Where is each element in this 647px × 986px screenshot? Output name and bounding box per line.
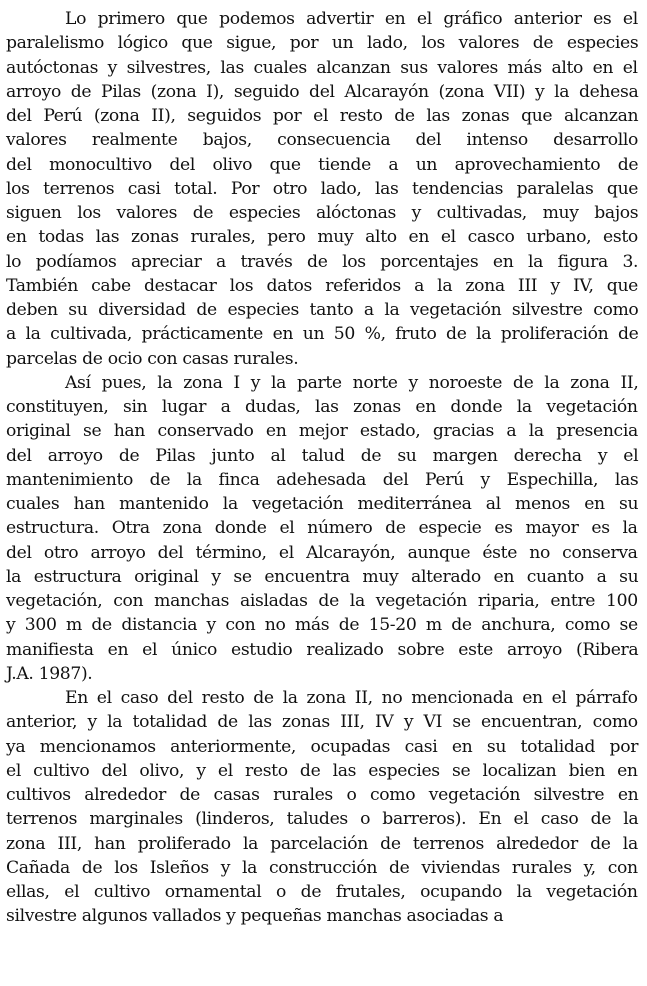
text-line: estructura. Otra zona donde el número de especie es mayor es la	[6, 518, 638, 539]
text-line: autóctonas y silvestres, las cuales alcanzan sus valores más alto en el	[6, 57, 638, 78]
text-line: Lo primero que podemos advertir en el gráfico anterior es el	[65, 9, 638, 29]
text-line: en todas las zonas rurales, pero muy alto en el casco urbano, esto	[6, 227, 638, 248]
text-line: ya mencionamos anteriormente, ocupadas casi en su totalidad por	[6, 736, 639, 757]
text-line: deben su diversidad de especies tanto a la vegetación silvestre como	[6, 300, 639, 320]
text-line: terrenos marginales (linderos, taludes o barreros). En el caso de la	[6, 809, 639, 830]
text-line: original se han conservado en mejor estado, gracias a la presencia	[6, 421, 638, 442]
paragraph-3	[6, 686, 638, 929]
text-line: ellas, el cultivo ornamental o de frutales, ocupando la vegetación	[6, 882, 638, 902]
text-line: constituyen, sin lugar a dudas, las zonas en donde la vegetación	[6, 397, 638, 417]
text-line: zona III, han proliferado la parcelación de terrenos alrededor de la	[6, 833, 638, 854]
text-line: a la cultivada, prácticamente en un 50 %, fruto de la proliferación de	[6, 324, 639, 345]
text-line: valores realmente bajos, consecuencia del intenso desarrollo	[6, 130, 639, 151]
text-line: manifiesta en el único estudio realizado sobre este arroyo (Ribera	[6, 639, 639, 660]
text-line: la estructura original y se encuentra muy alterado en cuanto a su	[6, 566, 639, 587]
text-line: En el caso del resto de la zona II, no mencionada en el párrafo	[65, 688, 638, 708]
text-line: cuales han mantenido la vegetación mediterránea al menos en su	[6, 494, 639, 514]
text-line: siguen los valores de especies alóctonas y cultivadas, muy bajos	[6, 203, 639, 223]
text-line: vegetación, con manchas aisladas de la vegetación riparia, entre 100	[6, 591, 638, 611]
paragraph-2	[6, 371, 638, 686]
paragraph-1	[6, 7, 638, 371]
document-page	[6, 7, 638, 929]
text-line: el cultivo del olivo, y el resto de las especies se localizan bien en	[6, 760, 638, 781]
text-line: También cabe destacar los datos referidos a la zona III y IV, que	[6, 275, 638, 296]
text-line: anterior, y la totalidad de las zonas III, IV y VI se encuentran, como	[6, 712, 638, 733]
text-line: del monocultivo del olivo que tiende a un aprovechamiento de	[6, 154, 639, 175]
text-line: del Perú (zona II), seguidos por el resto de las zonas que alcanzan	[6, 106, 639, 126]
text-line: cultivos alrededor de casas rurales o como vegetación silvestre en	[6, 785, 639, 805]
text-line: del otro arroyo del término, el Alcarayón, aunque éste no conserva	[6, 542, 638, 563]
text-line: J.A. 1987).	[6, 663, 93, 684]
text-line: del arroyo de Pilas junto al talud de su margen derecha y el	[6, 445, 639, 466]
text-line: arroyo de Pilas (zona I), seguido del Alcarayón (zona VII) y la dehesa	[6, 81, 639, 102]
text-line: Cañada de los Isleños y la construcción de viviendas rurales y, con	[6, 857, 638, 878]
text-line: paralelismo lógico que sigue, por un lado, los valores de especies	[6, 33, 639, 54]
text-line: y 300 m de distancia y con no más de 15-20 m de anchura, como se	[6, 615, 638, 636]
text-line: silvestre algunos vallados y pequeñas manchas asociadas a	[6, 906, 504, 927]
text-line: parcelas de ocio con casas rurales.	[6, 348, 299, 369]
text-line: mantenimiento de la finca adehesada del Perú y Espechilla, las	[6, 469, 639, 490]
text-line: Así pues, la zona I y la parte norte y noroeste de la zona II,	[65, 372, 639, 393]
text-line: lo podíamos apreciar a través de los porcentajes en la figura 3.	[6, 251, 639, 272]
text-line: los terrenos casi total. Por otro lado, las tendencias paralelas que	[6, 178, 639, 199]
